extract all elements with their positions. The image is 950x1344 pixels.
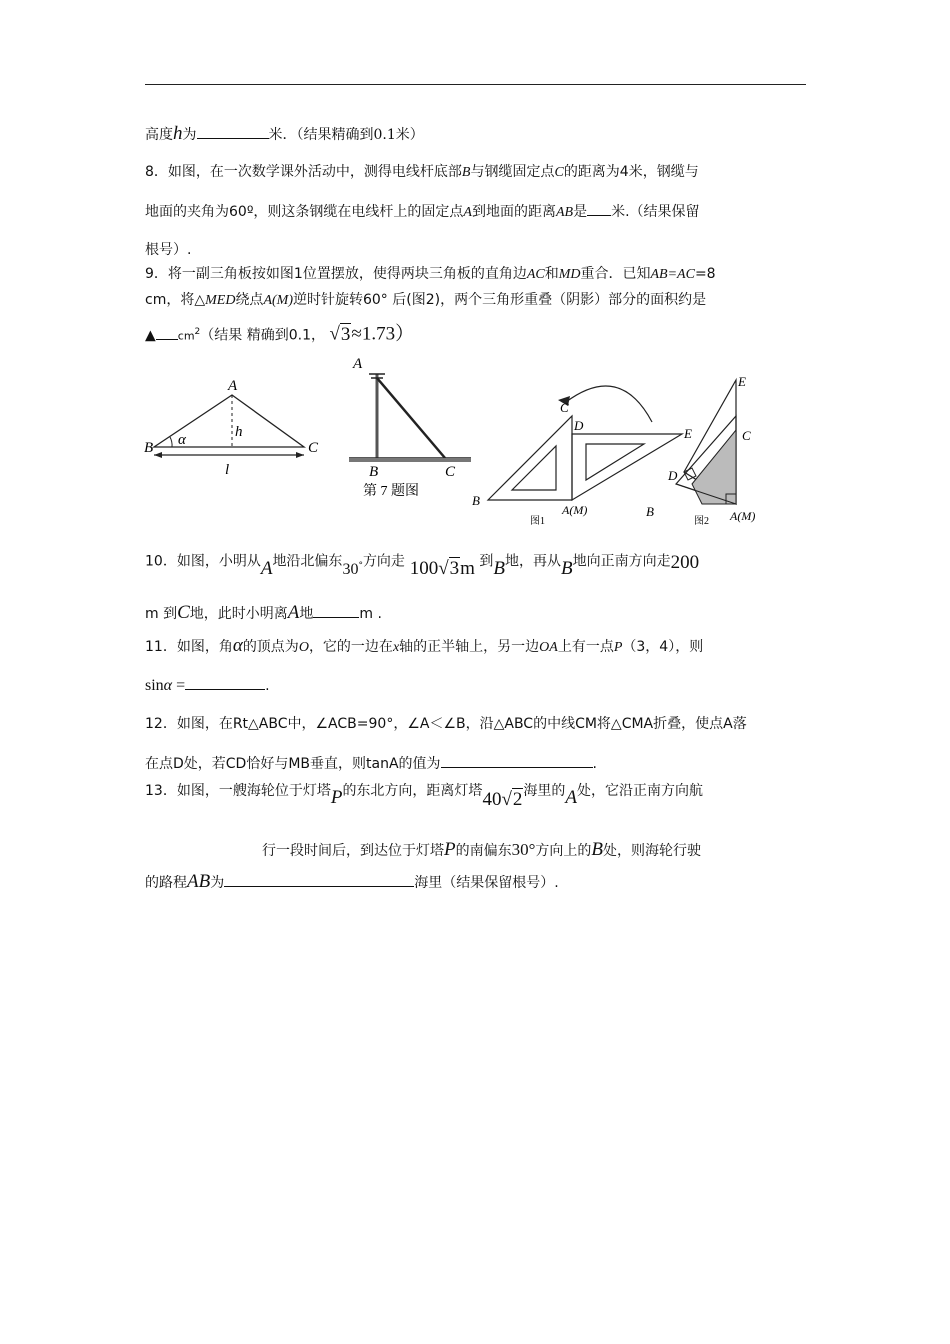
- q13-line-1: 13．如图，一艘海轮位于灯塔P的东北方向，距离灯塔40√2海里的A处，它沿正南方向航: [145, 783, 703, 810]
- q13-line-2: 行一段时间后，到达位于灯塔P的南偏东30°方向上的B处，则海轮行驶: [262, 839, 702, 860]
- q13-line-3: 的路程AB为 海里（结果保留根号）.: [145, 871, 559, 892]
- fig2-caption: 第 7 题图: [363, 484, 419, 499]
- fig4-label-b: B: [646, 504, 654, 519]
- fig2-label-b: B: [369, 464, 379, 480]
- q8-answer-blank[interactable]: [587, 201, 611, 216]
- fig3-caption: 图1: [530, 516, 545, 527]
- q10-answer-blank[interactable]: [313, 603, 359, 618]
- q8-line-1: 8．如图，在一次数学课外活动中，测得电线杆底部B与钢缆固定点C的距离为4米，钢缆与: [145, 164, 699, 180]
- figure-set-squares-2: [640, 372, 770, 527]
- fig4-label-c: C: [742, 428, 751, 443]
- fig1-label-b: B: [144, 440, 154, 456]
- fig3-label-b: B: [472, 493, 480, 508]
- fig4-label-am: A(M): [730, 509, 756, 523]
- fig4-label-e: E: [738, 374, 746, 389]
- answer-triangle-marker: ▲: [145, 327, 156, 344]
- q11-line-1: 11．如图，角α的顶点为O，它的一边在x轴的正半轴上，另一边OA上有一点P（3，4），则: [145, 635, 704, 656]
- fig1-label-c: C: [308, 440, 319, 456]
- q8-line-3: 根号）.: [145, 242, 192, 258]
- fig2-label-a: A: [353, 356, 363, 372]
- q12-line-2: 在点D处，若CD恰好与MB垂直，则tanA的值为 .: [145, 753, 810, 774]
- q8-line-2: 地面的夹角为60º，则这条钢缆在电线杆上的固定点A到地面的距离AB是 米.（结果保留: [145, 201, 810, 223]
- q10-line-1: 10．如图，小明从A地沿北偏东30°方向走 100√3m 到B地，再从B地向正南方向走200: [145, 551, 700, 579]
- fig3-label-c: C: [560, 400, 569, 415]
- fig4-caption: 图2: [694, 516, 709, 527]
- fig2-label-c: C: [445, 464, 456, 480]
- q7-tail-line: 高度h为 米．（结果精确到0.1米）: [145, 123, 424, 144]
- fig3-label-d: D: [574, 418, 584, 433]
- q12-line-1: 12．如图，在Rt△ABC中，∠ACB=90°，∠A＜∠B，沿△ABC的中线CM将△CMA折叠，使点A落: [145, 716, 747, 732]
- q11-line-2: sinα = .: [145, 677, 270, 694]
- q9-answer-blank[interactable]: [156, 325, 178, 340]
- q12-answer-blank[interactable]: [441, 753, 593, 768]
- q13-answer-blank[interactable]: [224, 872, 414, 887]
- q9-line-3: ▲ $cm^2$（结果 精确到0.1， √3≈1.73）: [145, 323, 415, 345]
- fig3-label-e: E: [684, 426, 692, 441]
- q9-line-1: 9．将一副三角板按如图1位置摆放，使得两块三角板的直角边AC和MD重合．已知AB=AC=8: [145, 266, 716, 282]
- q9-line-2: cm，将△MED绕点A(M)逆时针旋转60° 后(图2)，两个三角形重叠（阴影）部分的面积约是: [145, 292, 707, 308]
- header-rule: [145, 84, 806, 85]
- q10-line-2: m 到C地，此时小明离A地 m .: [145, 602, 382, 623]
- q11-answer-blank[interactable]: [185, 675, 265, 690]
- fig3-label-am: A(M): [562, 503, 588, 517]
- fig1-label-a: A: [228, 378, 238, 394]
- figure-triangle-height: [142, 375, 330, 485]
- fig4-label-d: D: [668, 468, 678, 483]
- figure-pole-cable: [345, 352, 475, 502]
- q7-answer-blank[interactable]: [197, 124, 269, 139]
- fig1-label-h: h: [235, 424, 243, 440]
- fig1-label-alpha: α: [178, 432, 186, 448]
- fig1-label-l: l: [225, 462, 230, 478]
